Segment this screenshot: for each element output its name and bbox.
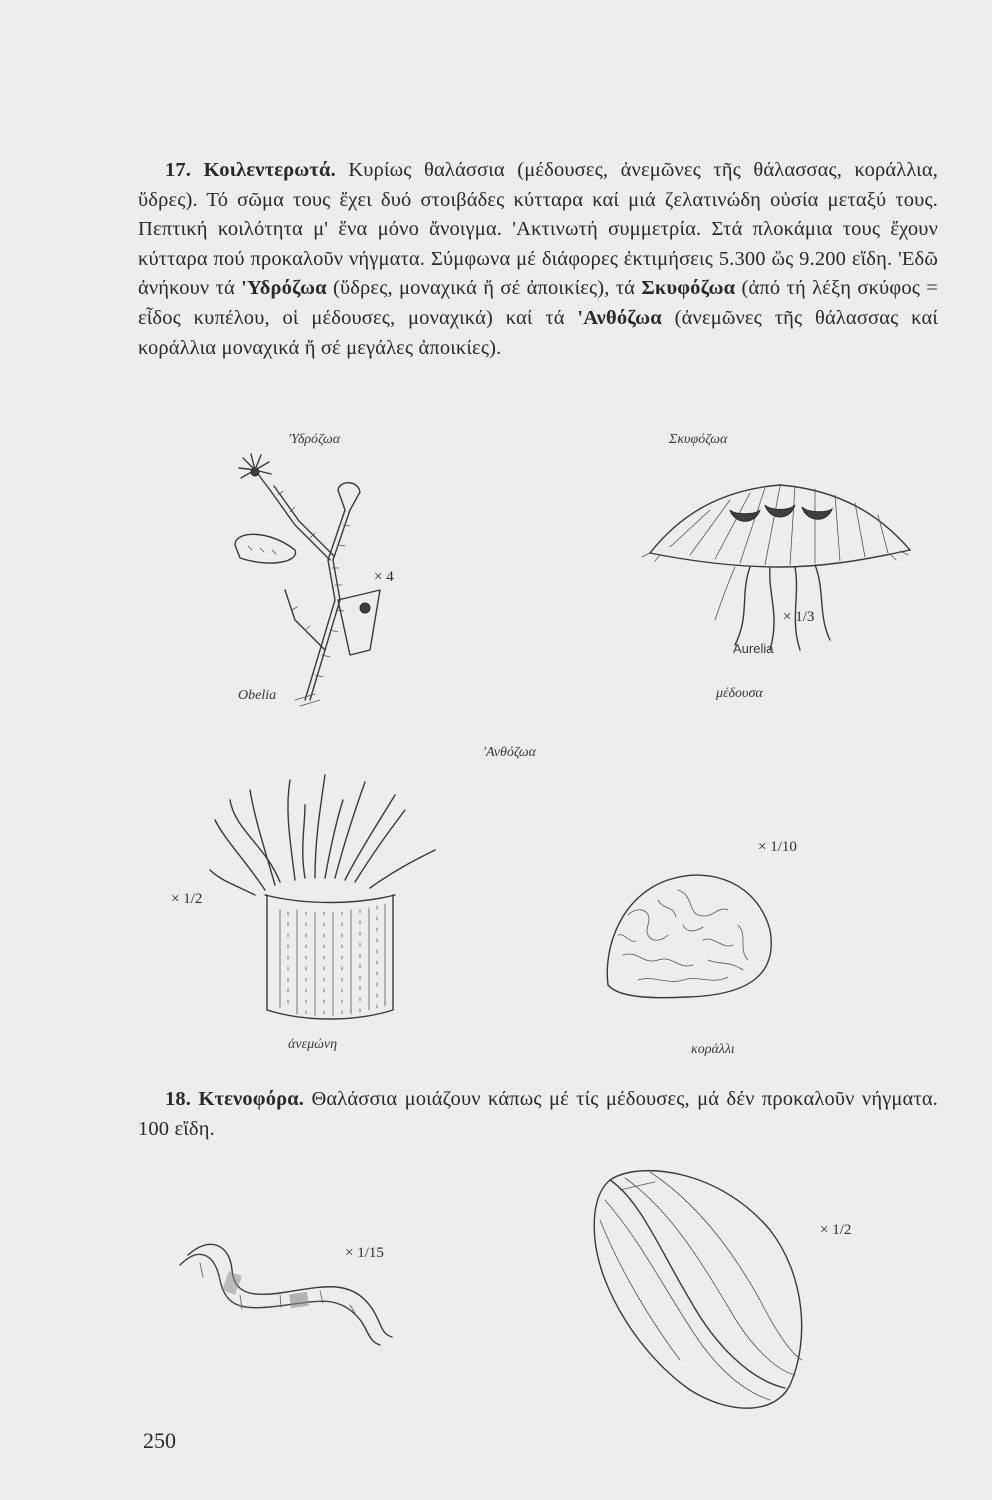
jellyfish-common-label: μέδουσα [716,686,763,701]
ctenophore-left-scale: × 1/15 [345,1245,384,1261]
anthozoa-heading: 'Ανθόζωα [483,745,536,760]
coral-scale: × 1/10 [758,839,797,855]
section-17-text-3: (ἀπό τή λέξη σκύφος = εἶδος κυπέλου, οἱ μέδουσες, μοναχικά) καί τά [138,277,939,329]
anemone-verrucae [280,904,385,1016]
anemone-label: ἀνεμώνη [288,1037,338,1052]
term-scyphozoa: Σκυφόζωα [641,277,736,300]
ctenophore-right-scale: × 1/2 [820,1222,852,1238]
section-18-number: 18. [165,1088,192,1110]
sea-anemone-illustration [205,770,455,1030]
brain-coral-illustration [598,855,778,1035]
aurelia-scale: × 1/3 [783,609,815,625]
section-18-paragraph [138,1085,938,1144]
anemone-scale: × 1/2 [171,891,203,907]
section-18-text: Θαλάσσια μοιάζουν κάπως μέ τίς μέδουσες, μά δέν προκαλοῦν νήγματα. 100 εἴδη. [138,1088,938,1140]
section-17-paragraph [138,156,938,363]
term-hydrozoa: 'Υδρόζωα [241,277,327,300]
page-number: 250 [143,1428,176,1453]
section-18-title: Κτενοφόρα. [198,1088,305,1110]
aurelia-jellyfish-illustration [640,455,920,655]
section-17-text-4: (ἀνεμῶνες τῆς θάλασσας καί κοράλλια μοναχικά ἤ σέ μεγάλες ἀποικίες). [138,306,939,359]
obelia-genus-label: Obelia [238,688,277,703]
section-17-text-1: Κυρίως θαλάσσια (μέδουσες, ἀνεμῶνες τῆς θάλασσας, κοράλλια, ὕδρες). Τό σῶμα τους ἔχει δυό στοιβάδες κύτταρα καί μιά ζελατινώδη οὐσία μεταξύ τους. Πεπτική κοιλότητα μ' ἕνα μόνο ἄνοιγμα. 'Ακτινωτή συμμετρία. Στά πλοκάμια τους ἔχουν κύτταρα πού προκαλοῦν νήγματα. Σύμφωνα μέ διάφορες ἐκτιμήσεις 5.300 ὥς 9.200 εἴδη. 'Εδῶ ἀνήκουν τά [138,159,939,300]
section-17-number: 17. [165,159,192,181]
section-17-text-2: (ὕδρες, μοναχικά ἤ σέ ἀποικίες), τά [326,277,642,300]
hydrozoa-heading: 'Υδρόζωα [288,432,341,447]
ctenophore-beroe-illustration [580,1160,820,1420]
obelia-scale: × 4 [374,569,394,585]
coral-label: κοράλλι [691,1042,735,1057]
section-17-title: Κοιλεντερωτά. [203,159,336,181]
scyphozoa-heading: Σκυφόζωα [669,432,728,447]
aurelia-genus-label: Aurelia [733,641,774,656]
term-anthozoa: 'Ανθόζωα [577,306,662,329]
